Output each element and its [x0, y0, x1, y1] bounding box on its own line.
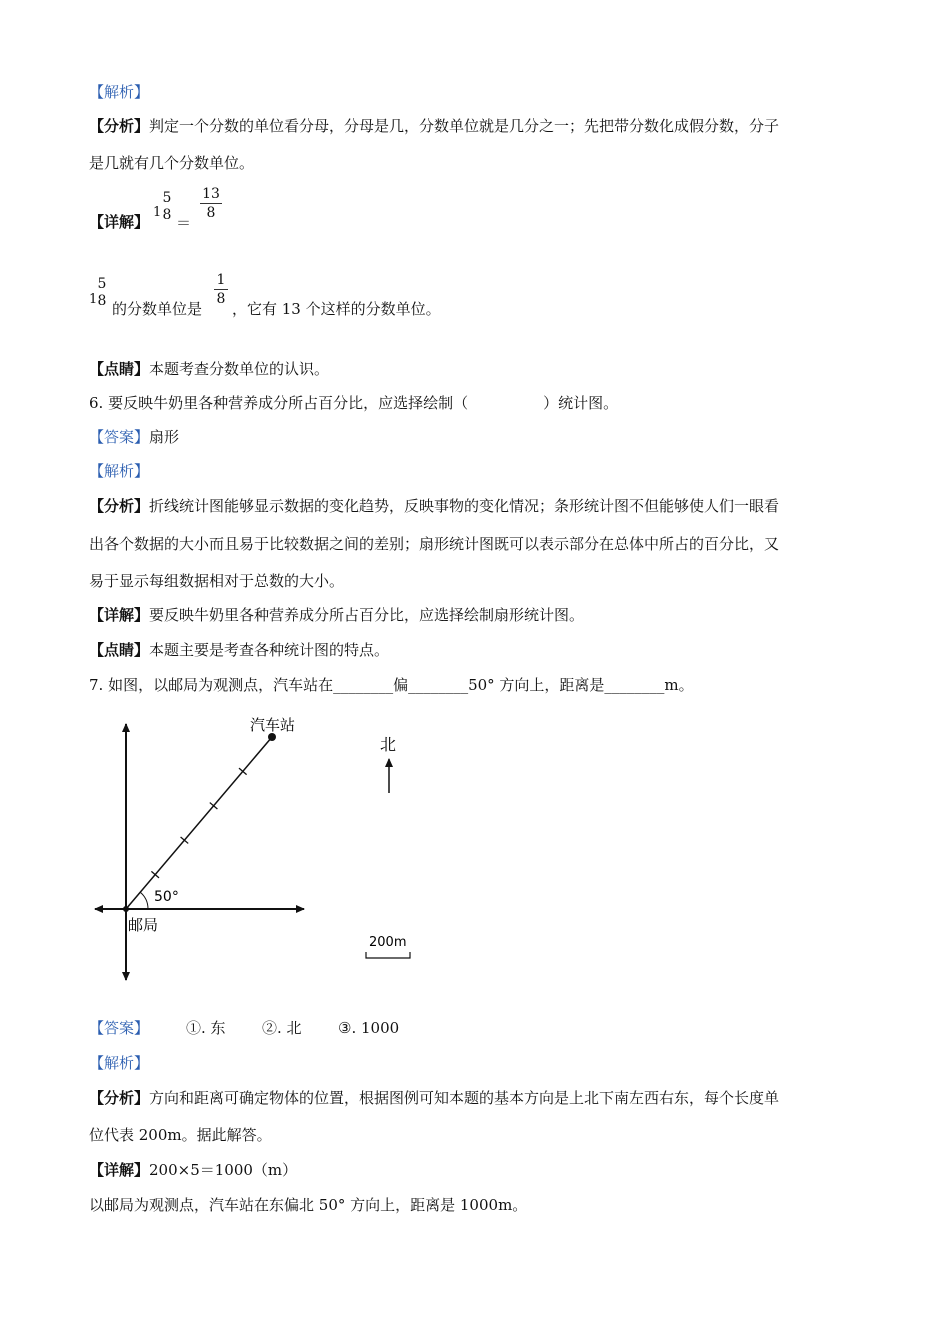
q7-answer-2: ②. 北: [262, 1019, 302, 1037]
mixed-whole: 1: [153, 205, 162, 220]
equals-sign: ＝: [176, 214, 192, 232]
q7-answer-line: [89, 1018, 400, 1038]
unit-numerator: 1: [216, 272, 226, 288]
jiexi-heading: 【解析】: [89, 83, 150, 101]
q6-analysis-line-3: 易于显示每组数据相对于总数的大小。: [89, 572, 345, 590]
mixed-denominator-2: 8: [97, 293, 107, 309]
analysis-line-2: 是几就有几个分数单位。: [89, 154, 255, 172]
improper-numerator: 13: [202, 186, 220, 202]
mixed-whole-2: 1: [89, 292, 98, 307]
q7-analysis-line-1: [89, 1088, 779, 1108]
q6-answer-label: 【答案】: [89, 428, 150, 446]
bus-station-point: [268, 733, 276, 741]
post-office-point: [123, 906, 129, 912]
q7-analysis-label: 【分析】: [89, 1089, 150, 1107]
q7-detail-text: 200×5＝1000（m）: [149, 1161, 298, 1179]
angle-label: 50°: [154, 889, 179, 905]
remark-label: 【点睛】: [89, 360, 150, 378]
unit-denominator: 8: [216, 291, 226, 307]
direction-ray: [126, 737, 272, 909]
q7-jiexi-heading: 【解析】: [89, 1054, 150, 1072]
bus-station-label: 汽车站: [250, 716, 296, 734]
q7-answer-1: ①. 东: [186, 1019, 226, 1037]
q6-answer: 扇形: [149, 428, 180, 446]
detail-label: 【详解】: [89, 213, 150, 231]
q7-conclusion: 以邮局为观测点，汽车站在东偏北 50° 方向上，距离是 1000m。: [89, 1196, 528, 1214]
remark-text: 本题考查分数单位的认识。: [149, 360, 330, 378]
mixed-numerator: 5: [162, 190, 172, 206]
q7-analysis-text-1: 方向和距离可确定物体的位置，根据图例可知本题的基本方向是上北下南左西右东，每个长度单: [149, 1089, 780, 1107]
improper-denominator: 8: [206, 205, 216, 221]
q7-answer-3: ③. 1000: [338, 1019, 400, 1037]
angle-arc: [140, 892, 148, 909]
q7-detail-label: 【详解】: [89, 1161, 150, 1179]
q7-detail-line: [89, 1160, 297, 1180]
unit-text-a: 的分数单位是: [112, 300, 203, 318]
analysis-label: 【分析】: [89, 117, 150, 135]
mixed-numerator-2: 5: [97, 276, 107, 292]
q7-answer-label: 【答案】: [89, 1019, 150, 1037]
scale-bar: [366, 952, 410, 958]
q6-remark-text: 本题主要是考查各种统计图的特点。: [149, 641, 390, 659]
analysis-text: 判定一个分数的单位看分母，分母是几，分数单位就是几分之一；先把带分数化成假分数，分子: [149, 117, 780, 135]
unit-text-b: ，它有 13 个这样的分数单位。: [232, 300, 441, 318]
q6-analysis-text-1: 折线统计图能够显示数据的变化趋势，反映事物的变化情况；条形统计图不但能够使人们一眼看: [149, 497, 780, 515]
post-office-label: 邮局: [128, 916, 159, 934]
north-label: 北: [380, 735, 397, 754]
q6-remark-label: 【点睛】: [89, 641, 150, 659]
mixed-denominator: 8: [162, 207, 172, 223]
scale-label: 200m: [369, 935, 407, 950]
q6-analysis-label: 【分析】: [89, 497, 150, 515]
q6-question: 6. 要反映牛奶里各种营养成分所占百分比，应选择绘制（ ）统计图。: [89, 394, 619, 412]
q6-detail-text: 要反映牛奶里各种营养成分所占百分比，应选择绘制扇形统计图。: [149, 606, 585, 624]
q6-jiexi-heading: 【解析】: [89, 462, 150, 480]
q6-detail-label: 【详解】: [89, 606, 150, 624]
q6-analysis-line-2: 出各个数据的大小而且易于比较数据之间的差别；扇形统计图既可以表示部分在总体中所占的百分比，又: [89, 535, 780, 553]
q7-question: 7. 如图，以邮局为观测点，汽车站在________偏________50° 方向上，距离是________m。: [89, 676, 694, 694]
q7-analysis-line-2: 位代表 200m。据此解答。: [89, 1126, 272, 1144]
